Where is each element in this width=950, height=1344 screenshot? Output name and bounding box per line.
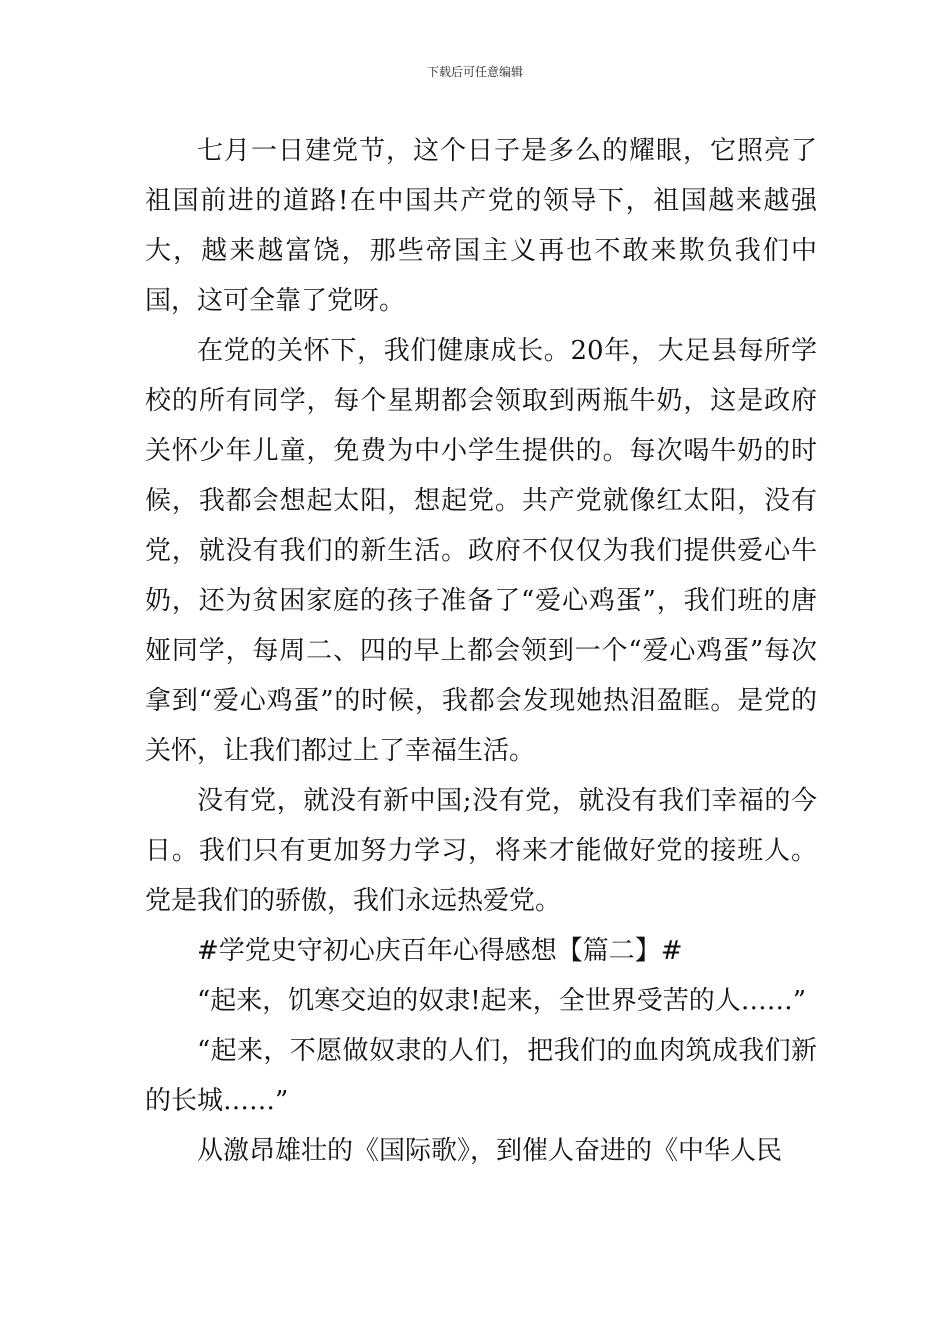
paragraph-songs: 从激昂雄壮的《国际歌》，到催人奋进的《中华人民 [197, 1136, 783, 1166]
paragraph-care-milk: 在党的关怀下，我们健康成长。20年，大足县每所学校的所有同学，每个星期都会领取到两瓶牛奶，这是政府关怀少年儿童，免费为中小学生提供的。每次喝牛奶的时候，我都会想起太阳，想起党。共产党就像红太阳，没有党，就没有我们的新生活。政府不仅仅为我们提供爱心牛奶，还为贫困家庭的孩子准备了“爱心鸡蛋”，我们班的唐娅同学，每周二、四的早上都会领到一个“爱心鸡蛋”每次拿到“爱心鸡蛋”的时候，我都会发现她热泪盈眶。是党的关怀，让我们都过上了幸福生活。 [145, 336, 817, 766]
page-header-note: 下载后可任意编辑 [426, 65, 523, 79]
paragraph-no-party: 没有党，就没有新中国;没有党，就没有我们幸福的今日。我们只有更加努力学习，将来才能做好党的接班人。党是我们的骄傲，我们永远热爱党。 [145, 786, 817, 916]
document-body [145, 126, 817, 1176]
paragraph-party-day: 七月一日建党节，这个日子是多么的耀眼，它照亮了祖国前进的道路!在中国共产党的领导下，祖国越来越强大，越来越富饶，那些帝国主义再也不敢来欺负我们中国，这可全靠了党呀。 [145, 136, 817, 316]
quote-anthem: “起来，不愿做奴隶的人们，把我们的血肉筑成我们新的长城……” [145, 1036, 817, 1116]
section-heading-part-two: #学党史守初心庆百年心得感想【篇二】# [197, 936, 683, 966]
quote-internationale: “起来，饥寒交迫的奴隶!起来，全世界受苦的人……” [197, 986, 807, 1016]
